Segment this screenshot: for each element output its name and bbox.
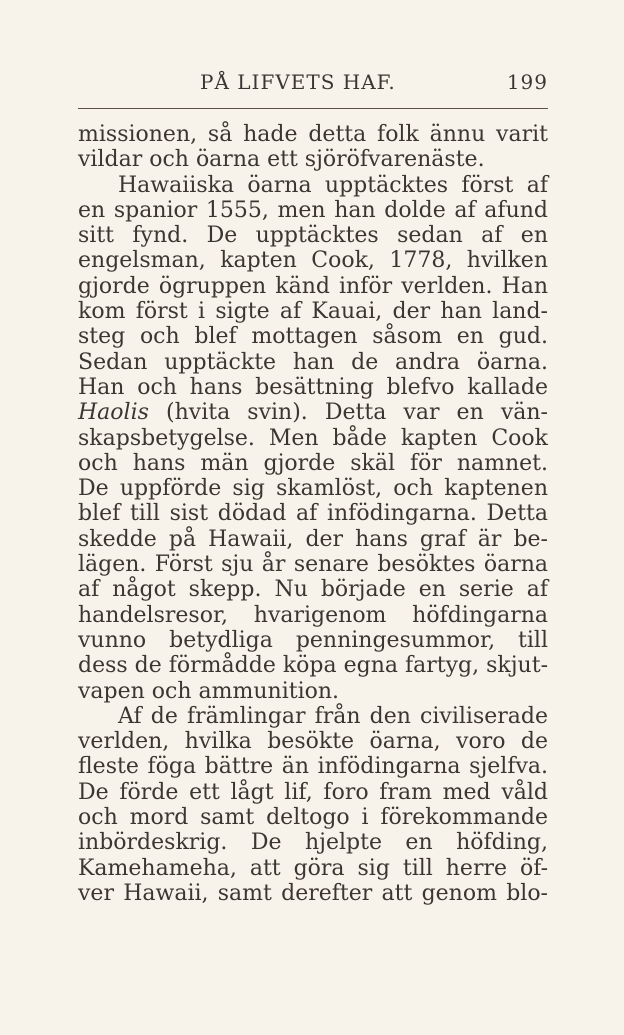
text-line: gjorde ögruppen känd inför verlden. Han xyxy=(78,273,548,299)
body-text xyxy=(78,122,548,906)
text-line: ver Hawaii, samt derefter att genom blo- xyxy=(78,880,548,906)
text-line: och hans män gjorde skäl för namnet. xyxy=(78,450,548,476)
text-line: fleste föga bättre än infödingarna sjelfva. xyxy=(78,754,548,780)
text-line: engelsman, kapten Cook, 1778, hvilken xyxy=(78,248,548,274)
text-line: Af de främlingar från den civiliserade xyxy=(118,703,548,729)
text-line: kom först i sigte af Kauai, der han land- xyxy=(78,299,548,325)
text-line: handelsresor, hvarigenom höfdingarna xyxy=(78,602,548,628)
text-line: De förde ett lågt lif, foro fram med våld xyxy=(78,779,548,805)
text-line: sitt fynd. De upptäcktes sedan af en xyxy=(78,223,548,249)
text-line: Sedan upptäckte han de andra öarna. xyxy=(78,349,548,375)
text-line: Kamehameha, att göra sig till herre öf- xyxy=(78,855,548,881)
text-line: Han och hans besättning blefvo kallade xyxy=(78,374,548,400)
text-line: en spanior 1555, men han dolde af afund xyxy=(78,197,548,223)
page-header xyxy=(78,70,548,98)
text-line: vildar och öarna ett sjöröfvarenäste. xyxy=(78,147,485,173)
italic-word: Haolis xyxy=(78,400,149,426)
text-line: vapen och ammunition. xyxy=(78,678,340,704)
text-line: skedde på Hawaii, der hans graf är be- xyxy=(78,526,548,552)
text-line: dess de förmådde köpa egna fartyg, skjut- xyxy=(78,653,548,679)
text-line: vunno betydliga penningesummor, till xyxy=(78,627,548,653)
text-line: verlden, hvilka besökte öarna, voro de xyxy=(78,729,548,755)
text-line: blef till sist dödad af infödingarna. Detta xyxy=(78,501,548,527)
header-rule xyxy=(78,108,548,109)
page-number: 199 xyxy=(506,70,548,94)
text-line xyxy=(78,400,548,425)
text-line: lägen. Först sju år senare besöktes öarna xyxy=(78,552,548,578)
text-line: af något skepp. Nu började en serie af xyxy=(78,577,548,603)
text-line: inbördeskrig. De hjelpte en höfding, xyxy=(78,830,548,856)
text-line: De uppförde sig skamlöst, och kaptenen xyxy=(78,476,548,502)
text-line: och mord samt deltogo i förekommande xyxy=(78,805,548,831)
line-rest: (hvita svin). Detta var en vän- xyxy=(148,400,548,426)
text-line: skapsbetygelse. Men både kapten Cook xyxy=(78,425,548,451)
text-line: missionen, så hade detta folk ännu varit xyxy=(78,122,548,147)
text-line: Hawaiiska öarna upptäcktes först af xyxy=(118,172,548,198)
text-line: steg och blef mottagen såsom en gud. xyxy=(78,324,548,350)
running-title: PÅ LIFVETS HAF. xyxy=(200,70,396,94)
